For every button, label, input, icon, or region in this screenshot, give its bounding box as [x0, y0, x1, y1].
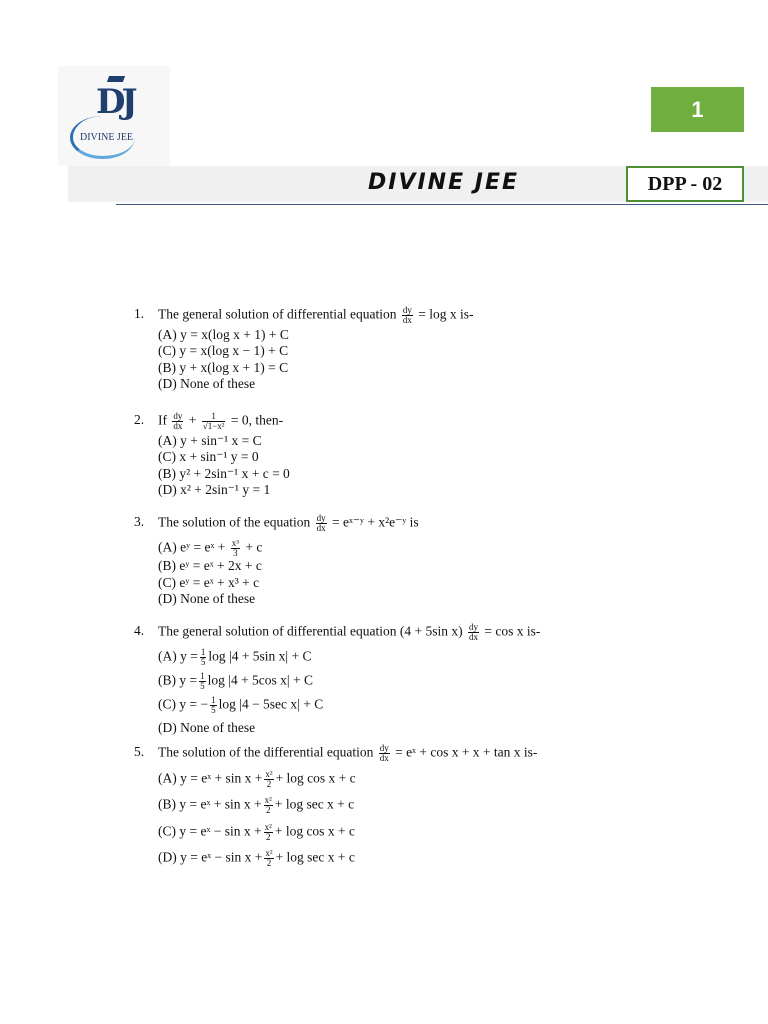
frac-numerator: dy: [379, 743, 389, 753]
question-number: 4.: [134, 623, 145, 638]
frac-numerator: dy: [469, 622, 479, 632]
option-c: [158, 696, 718, 720]
frac-numerator: dy: [316, 513, 326, 523]
option-text: + log cos x + c: [275, 770, 356, 786]
frac-numerator: 1: [200, 646, 206, 657]
option-d: [158, 849, 718, 876]
stem-text: The general solution of differential equation: [158, 306, 397, 322]
option-text: + c: [245, 539, 263, 555]
frac-denominator: 3: [233, 547, 238, 558]
stem-fraction: [379, 744, 390, 763]
stem-fraction: [468, 623, 479, 642]
option-a: (A) y = x(log x + 1) + C: [158, 326, 289, 342]
question-number: 1.: [134, 306, 145, 321]
frac-numerator: dy: [402, 305, 412, 315]
brand-title: DIVINE JEE: [368, 170, 520, 195]
header-divider: [116, 204, 768, 205]
question-number: 5.: [134, 744, 145, 759]
option-a: [158, 539, 718, 556]
question-number: 3.: [134, 514, 145, 529]
frac-numerator: 1: [211, 694, 216, 705]
logo-monogram: DJ: [96, 82, 134, 122]
divine-jee-logo: [58, 66, 170, 166]
question-stem: [158, 744, 718, 761]
option-text: (B) y = eˣ + sin x +: [158, 796, 262, 812]
frac-numerator: x³: [231, 537, 239, 548]
option-fraction: [264, 823, 273, 842]
frac-denominator: dx: [402, 315, 412, 325]
option-fraction: [264, 796, 273, 815]
option-text: log |4 + 5sin x| + C: [208, 648, 312, 664]
option-fraction: [199, 672, 206, 691]
option-text: log |4 + 5cos x| + C: [207, 672, 313, 688]
stem-fraction: [172, 412, 183, 431]
frac-denominator: dx: [316, 523, 326, 533]
option-b: (B) eʸ = eˣ + 2x + c: [158, 558, 262, 573]
stem-text: The general solution of differential equation (4 + 5sin x): [158, 623, 463, 639]
frac-denominator: 2: [266, 778, 272, 789]
question-stem: [158, 623, 718, 640]
stem-text: = log x is-: [418, 306, 474, 322]
stem-fraction-2: [202, 412, 226, 431]
question-stem: [158, 412, 718, 429]
question-number: 2.: [134, 412, 145, 427]
option-text: (A) eʸ = eˣ +: [158, 539, 226, 555]
option-fraction: [210, 696, 217, 715]
option-text: (C) y = −: [158, 696, 209, 712]
stem-fraction: [316, 514, 327, 533]
option-b: [158, 796, 718, 823]
option-text: (A) y = eˣ + sin x +: [158, 770, 263, 786]
option-c: (C) eʸ = eˣ + x³ + c: [158, 574, 260, 590]
option-text: (B) y =: [158, 672, 198, 688]
option-d: (D) None of these: [158, 591, 256, 606]
question-stem: [158, 306, 718, 323]
frac-denominator: 2: [265, 831, 271, 842]
option-d: (D) None of these: [158, 719, 256, 735]
option-fraction: [264, 770, 273, 789]
stem-text: The solution of the differential equation: [158, 744, 374, 760]
stem-text: The solution of the equation: [158, 514, 311, 530]
stem-fraction: [402, 306, 413, 325]
option-c: [158, 823, 718, 850]
stem-text: If: [158, 412, 167, 428]
frac-denominator: 2: [265, 805, 271, 815]
option-text: (A) y =: [158, 648, 198, 664]
option-b: (B) y² + 2sin⁻¹ x + c = 0: [158, 465, 290, 481]
option-a: [158, 770, 718, 797]
frac-numerator: 1: [200, 670, 205, 681]
frac-numerator: x²: [264, 795, 272, 805]
dpp-label-box: DPP - 02: [626, 166, 744, 202]
option-text: + log sec x + c: [275, 849, 355, 865]
option-b: [158, 672, 718, 696]
option-a: [158, 648, 718, 672]
page-number-badge: 1: [651, 87, 744, 132]
stem-text: +: [188, 412, 197, 428]
frac-numerator: x²: [265, 848, 273, 858]
frac-denominator: 2: [266, 858, 272, 868]
stem-text: = 0, then-: [230, 412, 284, 428]
logo-text: DIVINE JEE: [80, 132, 134, 143]
option-text: log |4 − 5sec x| + C: [218, 696, 324, 712]
option-fraction: [200, 648, 207, 667]
option-d: (D) None of these: [158, 376, 256, 391]
frac-denominator: dx: [173, 421, 183, 431]
option-text: + log cos x + c: [274, 823, 355, 839]
frac-denominator: dx: [379, 753, 389, 763]
frac-numerator: x²: [264, 821, 272, 832]
stem-text: = eˣ⁻ʸ + x²e⁻ʸ is: [331, 514, 419, 530]
frac-denominator: √1−x²: [202, 421, 225, 431]
option-a: (A) y + sin⁻¹ x = C: [158, 432, 262, 448]
frac-denominator: 5: [211, 704, 216, 715]
option-text: (C) y = eˣ − sin x +: [158, 823, 262, 839]
frac-denominator: dx: [469, 632, 479, 642]
option-b: (B) y + x(log x + 1) = C: [158, 359, 289, 375]
frac-numerator: x²: [265, 768, 273, 779]
question-stem: [158, 514, 718, 531]
option-d: (D) x² + 2sin⁻¹ y = 1: [158, 482, 271, 497]
frac-numerator: 1: [202, 412, 226, 422]
option-c: (C) x + sin⁻¹ y = 0: [158, 449, 259, 464]
option-fraction: [264, 849, 273, 868]
option-fraction: [231, 539, 240, 558]
frac-denominator: 5: [200, 656, 206, 667]
option-text: (D) y = eˣ − sin x +: [158, 849, 263, 865]
stem-text: = cos x is-: [484, 623, 541, 639]
option-c: (C) y = x(log x − 1) + C: [158, 343, 289, 358]
option-text: + log sec x + c: [274, 796, 355, 812]
stem-text: = eˣ + cos x + x + tan x is-: [395, 744, 538, 760]
frac-denominator: 5: [200, 680, 205, 691]
frac-numerator: dy: [173, 411, 183, 421]
